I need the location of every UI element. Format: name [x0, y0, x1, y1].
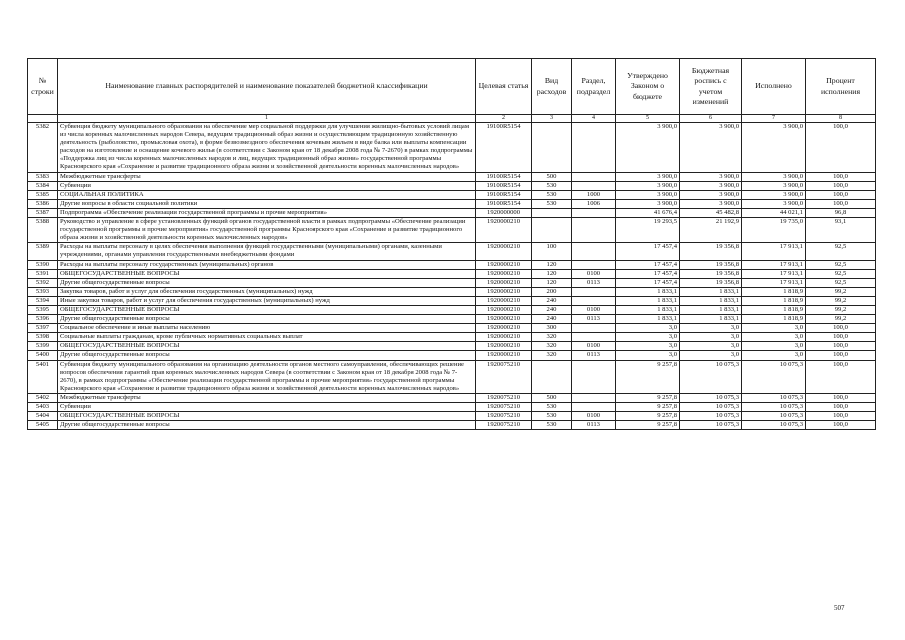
budget-schedule-amount: 1 833,1: [680, 287, 742, 296]
executed-amount: 10 075,3: [742, 421, 806, 430]
approved-amount: 17 457,4: [616, 278, 680, 287]
budget-schedule-amount: 45 482,8: [680, 208, 742, 217]
section-subsection: 0100: [572, 305, 616, 314]
column-number: 8: [806, 115, 876, 123]
row-number: 5403: [28, 403, 58, 412]
row-name: Социальные выплаты гражданам, кроме публичных нормативных социальных выплат: [58, 333, 476, 342]
row-number: 5396: [28, 315, 58, 324]
target-article: 1920075210: [476, 360, 532, 393]
target-article: 1920000210: [476, 333, 532, 342]
executed-amount: 1 818,9: [742, 287, 806, 296]
target-article: 1920075210: [476, 403, 532, 412]
section-subsection: [572, 287, 616, 296]
section-subsection: 1000: [572, 190, 616, 199]
expense-type: [532, 360, 572, 393]
row-number: 5402: [28, 393, 58, 402]
executed-amount: 3,0: [742, 333, 806, 342]
executed-amount: 44 021,1: [742, 208, 806, 217]
section-subsection: 0100: [572, 412, 616, 421]
expense-type: 530: [532, 412, 572, 421]
target-article: 19100R5154: [476, 199, 532, 208]
approved-amount: 9 257,8: [616, 393, 680, 402]
execution-percent: 100,0: [806, 421, 876, 430]
table-row: [28, 190, 876, 199]
execution-percent: 99,2: [806, 296, 876, 305]
budget-schedule-amount: 1 833,1: [680, 315, 742, 324]
expense-type: 100: [532, 243, 572, 260]
target-article: 1920075210: [476, 412, 532, 421]
row-number: 5389: [28, 243, 58, 260]
row-number: 5405: [28, 421, 58, 430]
expense-type: 530: [532, 403, 572, 412]
budget-schedule-amount: 10 075,3: [680, 360, 742, 393]
section-subsection: [572, 360, 616, 393]
execution-percent: 100,0: [806, 123, 876, 173]
expense-type: [532, 208, 572, 217]
approved-amount: 1 833,1: [616, 287, 680, 296]
section-subsection: 0113: [572, 351, 616, 360]
target-article: 1920000210: [476, 296, 532, 305]
budget-table: [27, 58, 876, 430]
execution-percent: 100,0: [806, 190, 876, 199]
executed-amount: 3,0: [742, 351, 806, 360]
table-body: [28, 123, 876, 430]
row-name: Субвенция бюджету муниципального образования на организацию деятельности органов местного самоуправления, обеспечивающих решение вопросов обеспечения гарантий прав коренных малочисленных народов Севера (в соответствии с Законом края от 18 декабря 2008 года № 7-2670), в рамках подпрограммы «Обеспечение реализации государственной программы и прочие мероприятия» государственной программы Красноярского края «Сохранение и развитие традиционного образа жизни и хозяйственной деятельности коренных малочисленных народов»: [58, 360, 476, 393]
budget-schedule-amount: 21 192,9: [680, 218, 742, 243]
row-number: 5401: [28, 360, 58, 393]
target-article: 1920075210: [476, 393, 532, 402]
execution-percent: 100,0: [806, 172, 876, 181]
section-subsection: 0113: [572, 421, 616, 430]
executed-amount: 3,0: [742, 342, 806, 351]
execution-percent: 100,0: [806, 324, 876, 333]
row-name: Другие общегосударственные вопросы: [58, 278, 476, 287]
row-name: ОБЩЕГОСУДАРСТВЕННЫЕ ВОПРОСЫ: [58, 269, 476, 278]
table-row: [28, 260, 876, 269]
budget-schedule-amount: 3 900,0: [680, 123, 742, 173]
target-article: 1920000210: [476, 305, 532, 314]
header-row: [28, 59, 876, 115]
header-cell: Вид расходов: [532, 59, 572, 115]
row-number: 5382: [28, 123, 58, 173]
approved-amount: 9 257,8: [616, 421, 680, 430]
section-subsection: [572, 243, 616, 260]
section-subsection: [572, 218, 616, 243]
row-name: Межбюджетные трансферты: [58, 393, 476, 402]
budget-schedule-amount: 3 900,0: [680, 190, 742, 199]
target-article: 1920000210: [476, 243, 532, 260]
expense-type: 500: [532, 172, 572, 181]
executed-amount: 10 075,3: [742, 360, 806, 393]
budget-schedule-amount: 10 075,3: [680, 412, 742, 421]
budget-schedule-amount: 3 900,0: [680, 199, 742, 208]
table-row: [28, 269, 876, 278]
execution-percent: 100,0: [806, 181, 876, 190]
execution-percent: 100,0: [806, 333, 876, 342]
row-number: 5388: [28, 218, 58, 243]
executed-amount: 10 075,3: [742, 403, 806, 412]
approved-amount: 3,0: [616, 333, 680, 342]
section-subsection: [572, 324, 616, 333]
table-row: [28, 278, 876, 287]
section-subsection: 0113: [572, 315, 616, 324]
table-row: [28, 324, 876, 333]
executed-amount: 17 913,1: [742, 243, 806, 260]
section-subsection: [572, 172, 616, 181]
budget-schedule-amount: 3,0: [680, 351, 742, 360]
row-name: Другие общегосударственные вопросы: [58, 351, 476, 360]
row-number: 5383: [28, 172, 58, 181]
budget-schedule-amount: 10 075,3: [680, 393, 742, 402]
row-number: 5385: [28, 190, 58, 199]
row-number: 5399: [28, 342, 58, 351]
row-name: Социальное обеспечение и иные выплаты населению: [58, 324, 476, 333]
target-article: 19100R5154: [476, 190, 532, 199]
row-number: 5392: [28, 278, 58, 287]
approved-amount: 17 457,4: [616, 243, 680, 260]
table-row: [28, 333, 876, 342]
expense-type: 200: [532, 287, 572, 296]
row-name: Другие общегосударственные вопросы: [58, 315, 476, 324]
budget-schedule-amount: 3,0: [680, 333, 742, 342]
approved-amount: 17 457,4: [616, 260, 680, 269]
approved-amount: 3 900,0: [616, 190, 680, 199]
expense-type: [532, 123, 572, 173]
row-number: 5400: [28, 351, 58, 360]
section-subsection: [572, 333, 616, 342]
budget-schedule-amount: 10 075,3: [680, 403, 742, 412]
executed-amount: 17 913,1: [742, 269, 806, 278]
row-name: ОБЩЕГОСУДАРСТВЕННЫЕ ВОПРОСЫ: [58, 412, 476, 421]
table-row: [28, 287, 876, 296]
column-number: 4: [572, 115, 616, 123]
target-article: 1920000210: [476, 218, 532, 243]
page-number: 507: [834, 604, 845, 612]
executed-amount: 1 818,9: [742, 305, 806, 314]
expense-type: 320: [532, 333, 572, 342]
target-article: 19100R5154: [476, 123, 532, 173]
approved-amount: 3 900,0: [616, 199, 680, 208]
expense-type: 320: [532, 351, 572, 360]
section-subsection: 1006: [572, 199, 616, 208]
execution-percent: 92,5: [806, 260, 876, 269]
approved-amount: 3 900,0: [616, 181, 680, 190]
row-number: 5397: [28, 324, 58, 333]
table-row: [28, 208, 876, 217]
column-number: 2: [476, 115, 532, 123]
column-number: 3: [532, 115, 572, 123]
approved-amount: 3,0: [616, 324, 680, 333]
approved-amount: 1 833,1: [616, 305, 680, 314]
table-row: [28, 351, 876, 360]
section-subsection: [572, 208, 616, 217]
executed-amount: 3,0: [742, 324, 806, 333]
execution-percent: 99,2: [806, 315, 876, 324]
executed-amount: 10 075,3: [742, 393, 806, 402]
expense-type: 240: [532, 315, 572, 324]
row-name: Другие вопросы в области социальной политики: [58, 199, 476, 208]
table-row: [28, 181, 876, 190]
section-subsection: 0100: [572, 342, 616, 351]
row-name: Расходы на выплаты персоналу в целях обеспечения выполнения функций государственными (муниципальными) органами, казенными учреждениями, органами управления государственными внебюджетными фондами: [58, 243, 476, 260]
row-name: Межбюджетные трансферты: [58, 172, 476, 181]
table-row: [28, 393, 876, 402]
execution-percent: 96,8: [806, 208, 876, 217]
budget-schedule-amount: 3,0: [680, 324, 742, 333]
target-article: 1920000210: [476, 287, 532, 296]
execution-percent: 92,5: [806, 269, 876, 278]
section-subsection: 0113: [572, 278, 616, 287]
expense-type: 240: [532, 296, 572, 305]
target-article: 1920000210: [476, 324, 532, 333]
table-row: [28, 403, 876, 412]
row-name: Подпрограмма «Обеспечение реализации государственной программы и прочие мероприятия»: [58, 208, 476, 217]
table-row: [28, 342, 876, 351]
approved-amount: 1 833,1: [616, 315, 680, 324]
execution-percent: 100,0: [806, 393, 876, 402]
expense-type: 120: [532, 278, 572, 287]
target-article: 19100R5154: [476, 172, 532, 181]
execution-percent: 100,0: [806, 351, 876, 360]
row-name: Субвенция бюджету муниципального образования на обеспечение мер социальной поддержки для улучшения жилищно-бытовых условий лицам из числа коренных малочисленных народов Севера, ведущим традиционный образ жизни и осуществляющим традиционную хозяйственную деятельность (рыболовство, промысловая охота), в форме безвозмездного обеспечения кочевым жильем в виде балка или выплаты компенсации расходов на изготовление и оснащение кочевого жилья (в соответствии с Законом края от 18 декабря 2008 года № 7-2670) в рамках подпрограммы «Поддержка лиц из числа коренных малочисленных народов и лиц, ведущих традиционный образ жизни» государственной программы Красноярского края «Сохранение и развитие традиционного образа жизни и хозяйственной деятельности коренных малочисленных народов»: [58, 123, 476, 173]
approved-amount: 9 257,8: [616, 412, 680, 421]
execution-percent: 92,5: [806, 278, 876, 287]
column-number: [28, 115, 58, 123]
section-subsection: [572, 123, 616, 173]
section-subsection: [572, 393, 616, 402]
table-row: [28, 296, 876, 305]
column-number: 5: [616, 115, 680, 123]
section-subsection: 0100: [572, 269, 616, 278]
approved-amount: 41 676,4: [616, 208, 680, 217]
execution-percent: 100,0: [806, 199, 876, 208]
row-name: Расходы на выплаты персоналу государственных (муниципальных) органов: [58, 260, 476, 269]
approved-amount: 3 900,0: [616, 123, 680, 173]
approved-amount: 1 833,1: [616, 296, 680, 305]
column-number-row: [28, 115, 876, 123]
table-row: [28, 243, 876, 260]
row-number: 5393: [28, 287, 58, 296]
expense-type: 530: [532, 421, 572, 430]
budget-schedule-amount: 19 356,8: [680, 260, 742, 269]
column-number: 7: [742, 115, 806, 123]
executed-amount: 3 900,0: [742, 181, 806, 190]
row-number: 5395: [28, 305, 58, 314]
budget-schedule-amount: 10 075,3: [680, 421, 742, 430]
approved-amount: 9 257,8: [616, 360, 680, 393]
budget-schedule-amount: 3 900,0: [680, 172, 742, 181]
execution-percent: 100,0: [806, 412, 876, 421]
row-number: 5391: [28, 269, 58, 278]
header-cell: Бюджетная роспись с учетом изменений: [680, 59, 742, 115]
table-row: [28, 360, 876, 393]
expense-type: 500: [532, 393, 572, 402]
table-row: [28, 172, 876, 181]
execution-percent: 100,0: [806, 342, 876, 351]
section-subsection: [572, 296, 616, 305]
executed-amount: 3 900,0: [742, 123, 806, 173]
row-number: 5386: [28, 199, 58, 208]
executed-amount: 17 913,1: [742, 278, 806, 287]
execution-percent: 93,1: [806, 218, 876, 243]
target-article: 19100R5154: [476, 181, 532, 190]
executed-amount: 3 900,0: [742, 190, 806, 199]
row-number: 5398: [28, 333, 58, 342]
row-number: 5384: [28, 181, 58, 190]
execution-percent: 100,0: [806, 360, 876, 393]
executed-amount: 1 818,9: [742, 296, 806, 305]
column-number: 6: [680, 115, 742, 123]
budget-schedule-amount: 19 356,8: [680, 269, 742, 278]
target-article: 1920000210: [476, 278, 532, 287]
target-article: 1920000210: [476, 315, 532, 324]
table-row: [28, 305, 876, 314]
executed-amount: 3 900,0: [742, 199, 806, 208]
execution-percent: 99,2: [806, 287, 876, 296]
approved-amount: 19 293,5: [616, 218, 680, 243]
expense-type: [532, 218, 572, 243]
budget-schedule-amount: 1 833,1: [680, 296, 742, 305]
budget-schedule-amount: 3,0: [680, 342, 742, 351]
expense-type: 240: [532, 305, 572, 314]
column-number: 1: [58, 115, 476, 123]
row-name: ОБЩЕГОСУДАРСТВЕННЫЕ ВОПРОСЫ: [58, 305, 476, 314]
budget-schedule-amount: 19 356,8: [680, 243, 742, 260]
executed-amount: 19 735,0: [742, 218, 806, 243]
execution-percent: 92,5: [806, 243, 876, 260]
expense-type: 530: [532, 199, 572, 208]
section-subsection: [572, 181, 616, 190]
table-row: [28, 412, 876, 421]
table-row: [28, 218, 876, 243]
header-cell: Раздел, подраздел: [572, 59, 616, 115]
approved-amount: 3,0: [616, 342, 680, 351]
execution-percent: 100,0: [806, 403, 876, 412]
header-cell: № строки: [28, 59, 58, 115]
approved-amount: 9 257,8: [616, 403, 680, 412]
row-name: Другие общегосударственные вопросы: [58, 421, 476, 430]
row-name: Субвенции: [58, 181, 476, 190]
target-article: 1920000210: [476, 351, 532, 360]
executed-amount: 1 818,9: [742, 315, 806, 324]
budget-schedule-amount: 3 900,0: [680, 181, 742, 190]
section-subsection: [572, 403, 616, 412]
budget-schedule-amount: 19 356,8: [680, 278, 742, 287]
row-name: Руководство и управление в сфере установленных функций органов государственной власти в рамках подпрограммы «Обеспечение реализации государственной программы и прочие мероприятия» государственной программы Красноярского края «Сохранение и развитие традиционного образа жизни и хозяйственной деятельности коренных малочисленных народов»: [58, 218, 476, 243]
header-cell: Наименование главных распорядителей и наименование показателей бюджетной классификации: [58, 59, 476, 115]
table-row: [28, 315, 876, 324]
header-cell: Исполнено: [742, 59, 806, 115]
expense-type: 120: [532, 260, 572, 269]
expense-type: 120: [532, 269, 572, 278]
target-article: 1920000210: [476, 269, 532, 278]
approved-amount: 17 457,4: [616, 269, 680, 278]
row-name: Закупка товаров, работ и услуг для обеспечения государственных (муниципальных) нужд: [58, 287, 476, 296]
execution-percent: 99,2: [806, 305, 876, 314]
section-subsection: [572, 260, 616, 269]
budget-schedule-amount: 1 833,1: [680, 305, 742, 314]
table-row: [28, 199, 876, 208]
header-cell: Процент исполнения: [806, 59, 876, 115]
row-number: 5390: [28, 260, 58, 269]
table-row: [28, 123, 876, 173]
expense-type: 530: [532, 190, 572, 199]
approved-amount: 3 900,0: [616, 172, 680, 181]
target-article: 1920000210: [476, 342, 532, 351]
table-row: [28, 421, 876, 430]
executed-amount: 3 900,0: [742, 172, 806, 181]
target-article: 1920075210: [476, 421, 532, 430]
row-number: 5387: [28, 208, 58, 217]
executed-amount: 10 075,3: [742, 412, 806, 421]
header-cell: Целевая статья: [476, 59, 532, 115]
expense-type: 320: [532, 342, 572, 351]
row-name: Иные закупки товаров, работ и услуг для обеспечения государственных (муниципальных) нужд: [58, 296, 476, 305]
row-name: СОЦИАЛЬНАЯ ПОЛИТИКА: [58, 190, 476, 199]
row-number: 5404: [28, 412, 58, 421]
target-article: 1920000210: [476, 260, 532, 269]
row-name: Субвенции: [58, 403, 476, 412]
expense-type: 530: [532, 181, 572, 190]
target-article: 1920000000: [476, 208, 532, 217]
executed-amount: 17 913,1: [742, 260, 806, 269]
approved-amount: 3,0: [616, 351, 680, 360]
header-cell: Утверждено Законом о бюджете: [616, 59, 680, 115]
expense-type: 300: [532, 324, 572, 333]
row-number: 5394: [28, 296, 58, 305]
row-name: ОБЩЕГОСУДАРСТВЕННЫЕ ВОПРОСЫ: [58, 342, 476, 351]
